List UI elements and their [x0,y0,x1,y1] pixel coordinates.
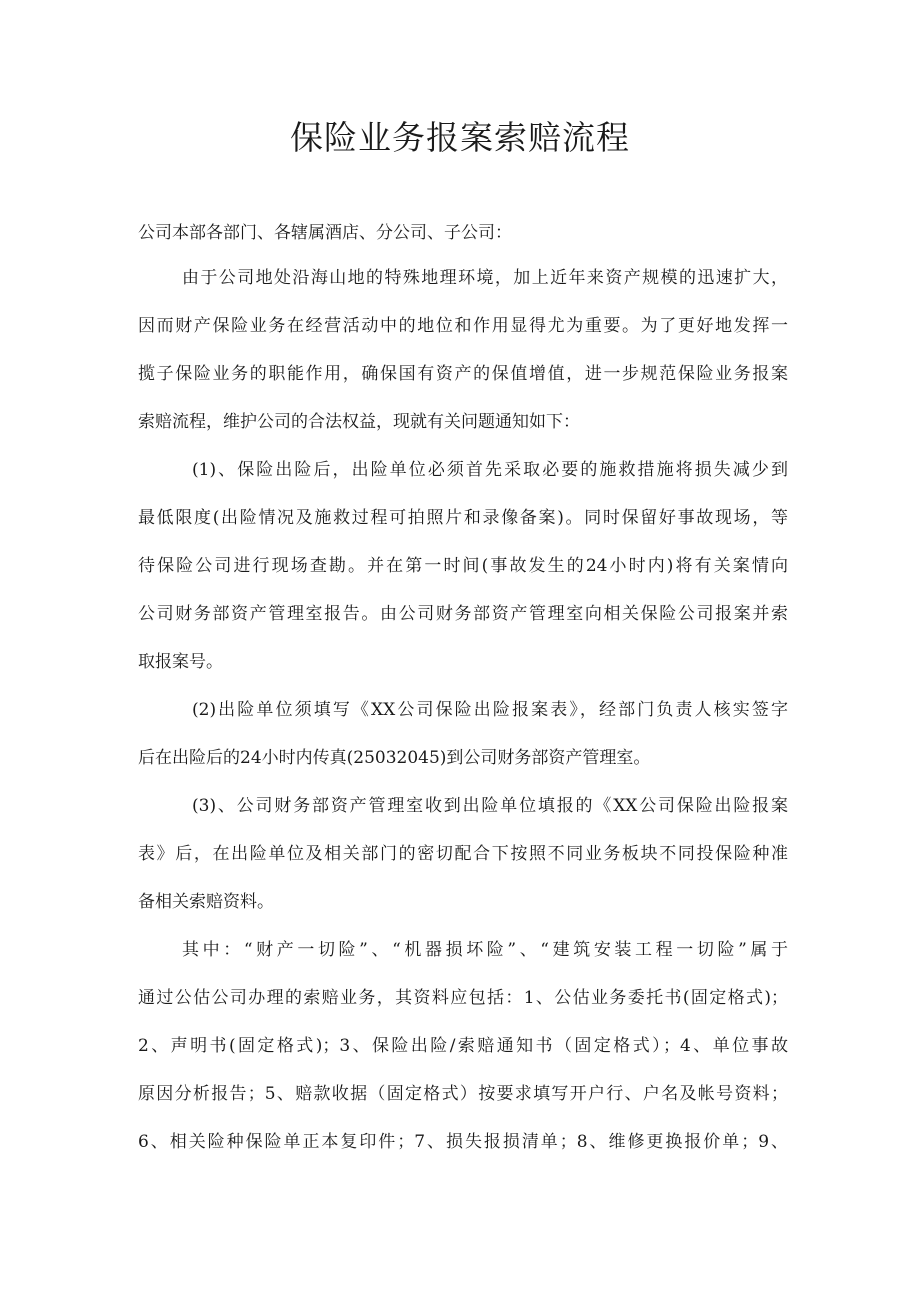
paragraph-line: 由于公司地处沿海山地的特殊地理环境，加上近年来资产规模的迅速扩大， [182,268,788,288]
salutation: 公司本部各部门、各辖属酒店、分公司、子公司： [138,223,512,243]
paragraph-line: (2)出险单位须填写《XX公司保险出险报案表》，经部门负责人核实签字 [192,700,788,720]
paragraph-line: 公司财务部资产管理室报告。由公司财务部资产管理室向相关保险公司报案并索 [138,604,788,624]
paragraph-line: 表》后，在出险单位及相关部门的密切配合下按照不同业务板块不同投保险种准 [138,844,788,864]
paragraph-line: 通过公估公司办理的索赔业务，其资料应包括：1、公估业务委托书(固定格式)； [138,988,788,1008]
paragraph-line: 因而财产保险业务在经营活动中的地位和作用显得尤为重要。为了更好地发挥一 [138,316,788,336]
paragraph-line: 最低限度(出险情况及施救过程可拍照片和录像备案)。同时保留好事故现场，等 [138,508,788,528]
paragraph-line: (1)、保险出险后，出险单位必须首先采取必要的施救措施将损失减少到 [192,460,788,480]
paragraph-line: 2、声明书(固定格式)；3、保险出险/索赔通知书（固定格式）；4、单位事故 [138,1036,788,1056]
intro-paragraph [138,254,788,446]
item-2-paragraph [138,686,788,782]
paragraph-line: 后在出险后的24小时内传真(25032045)到公司财务部资产管理室。 [138,748,651,768]
paragraph-line: (3)、公司财务部资产管理室收到出险单位填报的《XX公司保险出险报案 [192,796,788,816]
paragraph-line: 待保险公司进行现场查勘。并在第一时间(事故发生的24小时内)将有关案情向 [138,556,788,576]
document-title: 保险业务报案索赔流程 [290,118,630,157]
paragraph-line: 索赔流程，维护公司的合法权益，现就有关问题通知如下： [138,412,580,432]
document-body [138,212,788,1166]
paragraph-line: 取报案号。 [138,652,223,672]
paragraph-line: 揽子保险业务的职能作用，确保国有资产的保值增值，进一步规范保险业务报案 [138,364,788,384]
paragraph-line: 备相关索赔资料。 [138,892,274,912]
item-3-paragraph [138,782,788,926]
paragraph-line: 原因分析报告；5、赔款收据（固定格式）按要求填写开户行、户名及帐号资料； [138,1084,788,1104]
paragraph-line: 6、相关险种保险单正本复印件；7、损失报损清单；8、维修更换报价单；9、 [138,1132,788,1152]
paragraph-line: 其中：“财产一切险”、“机器损坏险”、“建筑安装工程一切险”属于 [182,940,788,960]
note-paragraph [138,926,788,1166]
item-1-paragraph [138,446,788,686]
